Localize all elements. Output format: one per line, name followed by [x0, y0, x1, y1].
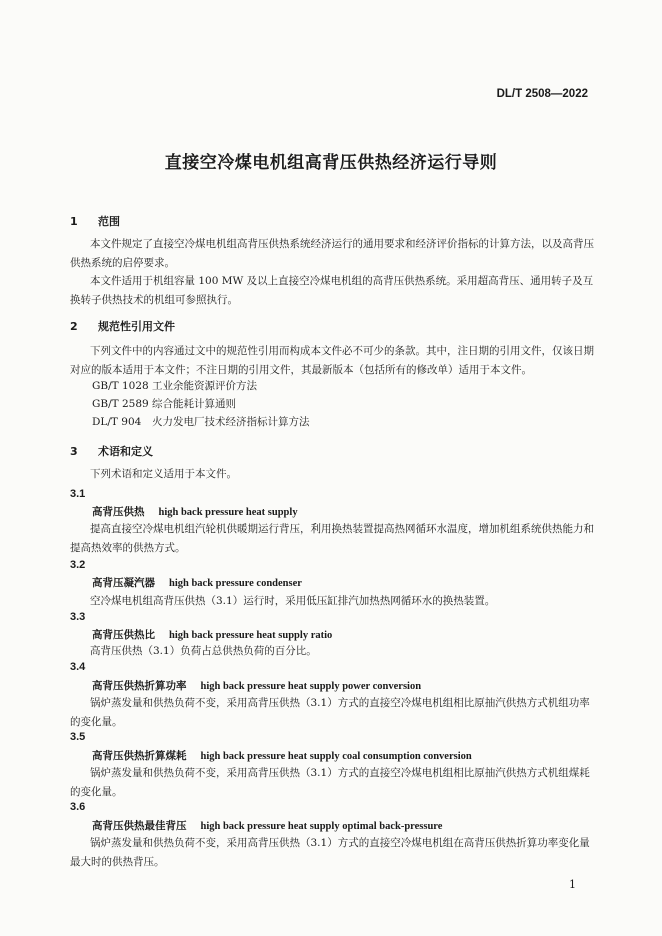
section-heading: [70, 318, 175, 334]
term-number: 3.1: [70, 488, 86, 500]
section-title: 术语和定义: [98, 445, 153, 458]
term-english: high back pressure heat supply ratio: [169, 630, 333, 641]
term-title: [92, 678, 421, 693]
term-title: [92, 504, 298, 519]
term-chinese: 高背压供热折算煤耗: [92, 750, 187, 762]
reference-title: 火力发电厂技术经济指标计算方法: [152, 416, 310, 428]
term-definition: 锅炉蒸发量和供热负荷不变，采用高背压供热（3.1）方式的直接空冷煤电机组在高背压供热折算功率变化量最大时的供热背压。: [70, 837, 590, 868]
term-chinese: 高背压供热折算功率: [92, 680, 187, 692]
document-title: 直接空冷煤电机组高背压供热经济运行导则: [164, 153, 498, 173]
term-number: 3.2: [70, 559, 86, 571]
term-title: [92, 748, 472, 763]
section-title: 范围: [98, 215, 120, 228]
term-number: 3.6: [70, 801, 86, 813]
term-title: [92, 818, 442, 833]
paragraph: 本文件适用于机组容量 100 MW 及以上直接空冷煤电机组的高背压供热系统。采用超高背压、通用转子及互换转子供热技术的机组可参照执行。: [70, 275, 594, 306]
term-title: [92, 627, 332, 642]
section-number: 2: [70, 320, 78, 333]
term-definition: 锅炉蒸发量和供热负荷不变，采用高背压供热（3.1）方式的直接空冷煤电机组相比原抽汽供热方式机组煤耗的变化量。: [70, 767, 590, 798]
term-english: high back pressure heat supply optimal back-pressure: [200, 821, 443, 832]
term-english: high back pressure heat supply power conversion: [200, 681, 422, 692]
reference-code: GB/T 2589: [92, 398, 149, 410]
section-heading: [70, 213, 120, 229]
reference-item: [92, 396, 236, 411]
term-definition: 高背压供热（3.1）负荷占总供热负荷的百分比。: [90, 645, 317, 657]
term-chinese: 高背压供热: [92, 506, 145, 518]
term-chinese: 高背压供热最佳背压: [92, 820, 187, 832]
paragraph: 下列文件中的内容通过文中的规范性引用而构成本文件必不可少的条款。其中，注日期的引用文件，仅该日期对应的版本适用于本文件；不注日期的引用文件，其最新版本（包括所有的修改单）适用于本文件。: [70, 345, 594, 376]
page-number: 1: [569, 878, 576, 891]
reference-title: 综合能耗计算通则: [152, 398, 236, 410]
term-definition: 锅炉蒸发量和供热负荷不变，采用高背压供热（3.1）方式的直接空冷煤电机组相比原抽汽供热方式机组功率的变化量。: [70, 697, 590, 728]
reference-item: [92, 378, 257, 393]
paragraph: 本文件规定了直接空冷煤电机组高背压供热系统经济运行的通用要求和经济评价指标的计算方法，以及高背压供热系统的启停要求。: [70, 238, 594, 269]
term-number: 3.5: [70, 731, 86, 743]
term-number: 3.4: [70, 661, 86, 673]
term-english: high back pressure heat supply coal consumption conversion: [200, 751, 472, 762]
reference-code: GB/T 1028: [92, 380, 149, 392]
term-chinese: 高背压凝汽器: [92, 577, 155, 589]
reference-item: [92, 414, 310, 429]
document-number: DL/T 2508—2022: [496, 88, 588, 100]
section-number: 3: [70, 445, 78, 458]
section-heading: [70, 443, 153, 459]
reference-title: 工业余能资源评价方法: [152, 380, 257, 392]
term-definition: 提高直接空冷煤电机组汽轮机供暖期运行背压，利用换热装置提高热网循环水温度，增加机组系统供热能力和提高热效率的供热方式。: [70, 523, 594, 554]
paragraph: 下列术语和定义适用于本文件。: [90, 468, 237, 480]
section-title: 规范性引用文件: [98, 320, 175, 333]
term-number: 3.3: [70, 611, 86, 623]
term-english: high back pressure condenser: [169, 578, 302, 589]
term-english: high back pressure heat supply: [158, 507, 298, 518]
term-title: [92, 575, 302, 590]
term-definition: 空冷煤电机组高背压供热（3.1）运行时，采用低压缸排汽加热热网循环水的换热装置。: [90, 595, 496, 607]
section-number: 1: [70, 215, 78, 228]
reference-code: DL/T 904: [92, 416, 142, 428]
term-chinese: 高背压供热比: [92, 629, 155, 641]
